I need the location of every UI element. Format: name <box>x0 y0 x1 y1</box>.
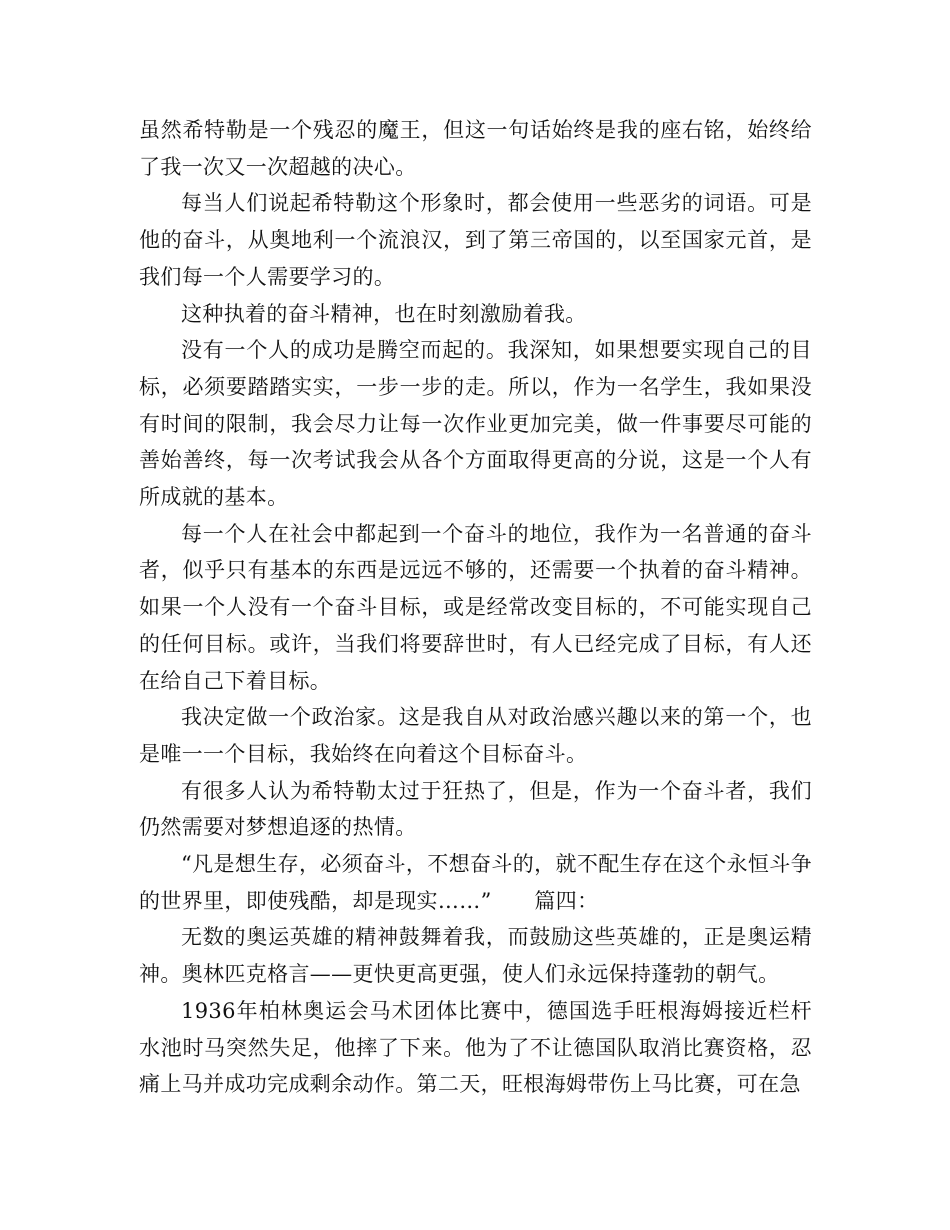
paragraph: 1936年柏林奥运会马术团体比赛中，德国选手旺根海姆接近栏杆水池时马突然失足，他摔了下来。他为了不让德国队取消比赛资格，忍痛上马并成功完成剩余动作。第二天，旺根海姆带伤上马比赛，可在急 <box>139 998 812 1097</box>
paragraph: 每当人们说起希特勒这个形象时，都会使用一些恶劣的词语。可是他的奋斗，从奥地利一个流浪汉，到了第三帝国的，以至国家元首，是我们每一个人需要学习的。 <box>139 191 812 289</box>
paragraph: 无数的奥运英雄的精神鼓舞着我，而鼓励这些英雄的，正是奥运精神。奥林匹克格言——更快更高更强，使人们永远保持蓬勃的朝气。 <box>139 925 812 987</box>
quote-paragraph: “凡是想生存，必须奋斗，不想奋斗的，就不配生存在这个永恒斗争的世界里，即使残酷，却是现实……” 篇四： <box>139 852 812 913</box>
paragraph: 我决定做一个政治家。这是我自从对政治感兴趣以来的第一个，也是唯一一个目标，我始终在向着这个目标奋斗。 <box>139 705 812 766</box>
paragraph: 没有一个人的成功是腾空而起的。我深知，如果想要实现自己的目标，必须要踏踏实实，一步一步的走。所以，作为一名学生，我如果没有时间的限制，我会尽力让每一次作业更加完美，做一件事要尽可能的善始善终，每一次考试我会从各个方面取得更高的分说，这是一个人有所成就的基本。 <box>139 338 812 510</box>
paragraph: 每一个人在社会中都起到一个奋斗的地位，我作为一名普通的奋斗者，似乎只有基本的东西是远远不够的，还需要一个执着的奋斗精神。如果一个人没有一个奋斗目标，或是经常改变目标的，不可能实现自己的任何目标。或许，当我们将要辞世时，有人已经完成了目标，有人还在给自己下着目标。 <box>139 521 812 693</box>
body-text <box>139 112 812 1103</box>
paragraph: 这种执着的奋斗精神，也在时刻激励着我。 <box>181 301 587 326</box>
paragraph: 有很多人认为希特勒太过于狂热了，但是，作为一个奋斗者，我们仍然需要对梦想追逐的热情。 <box>139 778 812 840</box>
paragraph-continuation: 虽然希特勒是一个残忍的魔王，但这一句话始终是我的座右铭，始终给了我一次又一次超越的决心。 <box>139 118 812 179</box>
